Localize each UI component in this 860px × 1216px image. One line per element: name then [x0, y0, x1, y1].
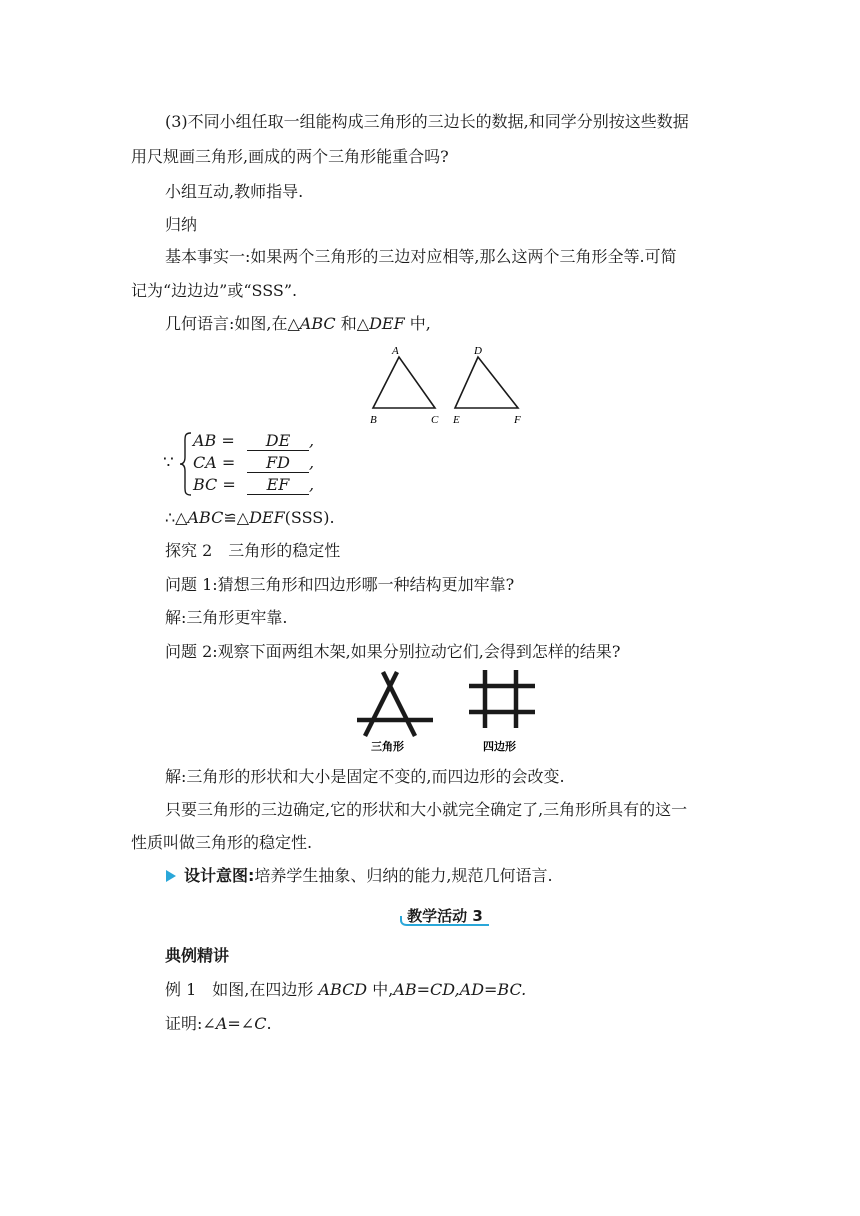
answer-blank: EF — [247, 476, 309, 495]
equation-comma: , — [309, 453, 315, 472]
quadrilateral-frame — [469, 670, 535, 728]
therefore-abc: ABC — [187, 508, 224, 527]
activity-tag-text: 教学活动 3 — [407, 907, 483, 925]
proof-line — [165, 1014, 272, 1034]
geo-suffix: 中, — [404, 314, 431, 333]
therefore-line — [165, 508, 335, 528]
geo-and: 和△ — [335, 314, 370, 333]
therefore-def: DEF — [249, 508, 285, 527]
examples-heading: 典例精讲 — [165, 946, 230, 965]
label-d: D — [474, 345, 482, 357]
question2-text: 问题 2:观察下面两组木架,如果分别拉动它们,会得到怎样的结果? — [165, 642, 621, 661]
example1-conditions: AB=CD,AD=BC. — [393, 980, 527, 999]
equation-comma: , — [309, 475, 315, 494]
label-c: C — [431, 414, 439, 426]
left-brace — [179, 431, 193, 497]
equation-comma: , — [309, 431, 315, 450]
equation-lhs: BC = — [193, 475, 236, 494]
label-b: B — [370, 414, 377, 426]
proof-end: . — [266, 1014, 272, 1033]
congruent-symbol: ≌△ — [223, 508, 250, 527]
basic-fact-line2: 记为“边边边”或“SSS”. — [131, 281, 298, 300]
triangle-def-shape — [455, 357, 518, 408]
teaching-activity-tag — [399, 902, 491, 928]
proof-equals: =∠ — [227, 1014, 255, 1033]
two-triangles-figure — [365, 343, 535, 428]
answer2-text: 解:三角形的形状和大小是固定不变的,而四边形的会改变. — [165, 767, 565, 786]
example1-prefix: 例 1 如图,在四边形 — [165, 980, 319, 999]
explore2-heading: 探究 2 三角形的稳定性 — [165, 541, 341, 560]
equation-lhs: CA = — [193, 453, 236, 472]
equation-row-ca — [193, 453, 314, 473]
label-a: A — [392, 345, 399, 357]
proof-prefix: 证明:∠ — [165, 1014, 216, 1033]
answer1-text: 解:三角形更牢靠. — [165, 608, 288, 627]
stability-line2: 性质叫做三角形的稳定性. — [131, 833, 313, 852]
quadrilateral-name: ABCD — [318, 980, 368, 999]
basic-fact-line1: 基本事实一:如果两个三角形的三边对应相等,那么这两个三角形全等.可简 — [165, 247, 677, 266]
triangle-abc-name: ABC — [299, 314, 336, 333]
triangle-caption: 三角形 — [371, 741, 404, 753]
answer-blank: DE — [247, 432, 309, 451]
play-arrow-icon — [165, 869, 177, 883]
stability-line1: 只要三角形的三边确定,它的形状和大小就完全确定了,三角形所具有的这一 — [165, 800, 688, 819]
equation-system — [163, 431, 363, 497]
design-intent-label: 设计意图: — [184, 866, 255, 885]
question3-line2: 用尺规画三角形,画成的两个三角形能重合吗? — [131, 147, 449, 166]
triangle-frame — [357, 672, 433, 736]
example1-line — [165, 980, 526, 1000]
interaction-text: 小组互动,教师指导. — [165, 182, 304, 201]
example1-mid: 中, — [367, 980, 394, 999]
angle-c: C — [254, 1014, 267, 1033]
design-intent-text: 培养学生抽象、归纳的能力,规范几何语言. — [254, 866, 553, 885]
quadrilateral-caption: 四边形 — [483, 741, 516, 753]
design-intent-line — [184, 866, 553, 886]
geometry-language-line — [165, 314, 431, 334]
label-f: F — [514, 414, 521, 426]
geo-prefix: 几何语言:如图,在△ — [165, 314, 300, 333]
summary-heading: 归纳 — [165, 215, 198, 234]
equation-row-bc — [193, 475, 314, 495]
triangle-def-name: DEF — [369, 314, 405, 333]
answer-blank: FD — [247, 454, 309, 473]
question1-text: 问题 1:猜想三角形和四边形哪一种结构更加牢靠? — [165, 575, 515, 594]
equation-row-ab — [193, 431, 314, 451]
equation-lhs: AB = — [193, 431, 235, 450]
because-symbol: ∵ — [163, 453, 174, 473]
label-e: E — [453, 414, 460, 426]
wooden-frames-figure — [355, 668, 545, 758]
triangle-abc-shape — [373, 357, 435, 408]
angle-a: A — [215, 1014, 228, 1033]
question3-line1: (3)不同小组任取一组能构成三角形的三边长的数据,和同学分别按这些数据 — [165, 112, 689, 131]
therefore-symbol: ∴△ — [165, 508, 188, 527]
therefore-sss: (SSS). — [284, 508, 335, 527]
